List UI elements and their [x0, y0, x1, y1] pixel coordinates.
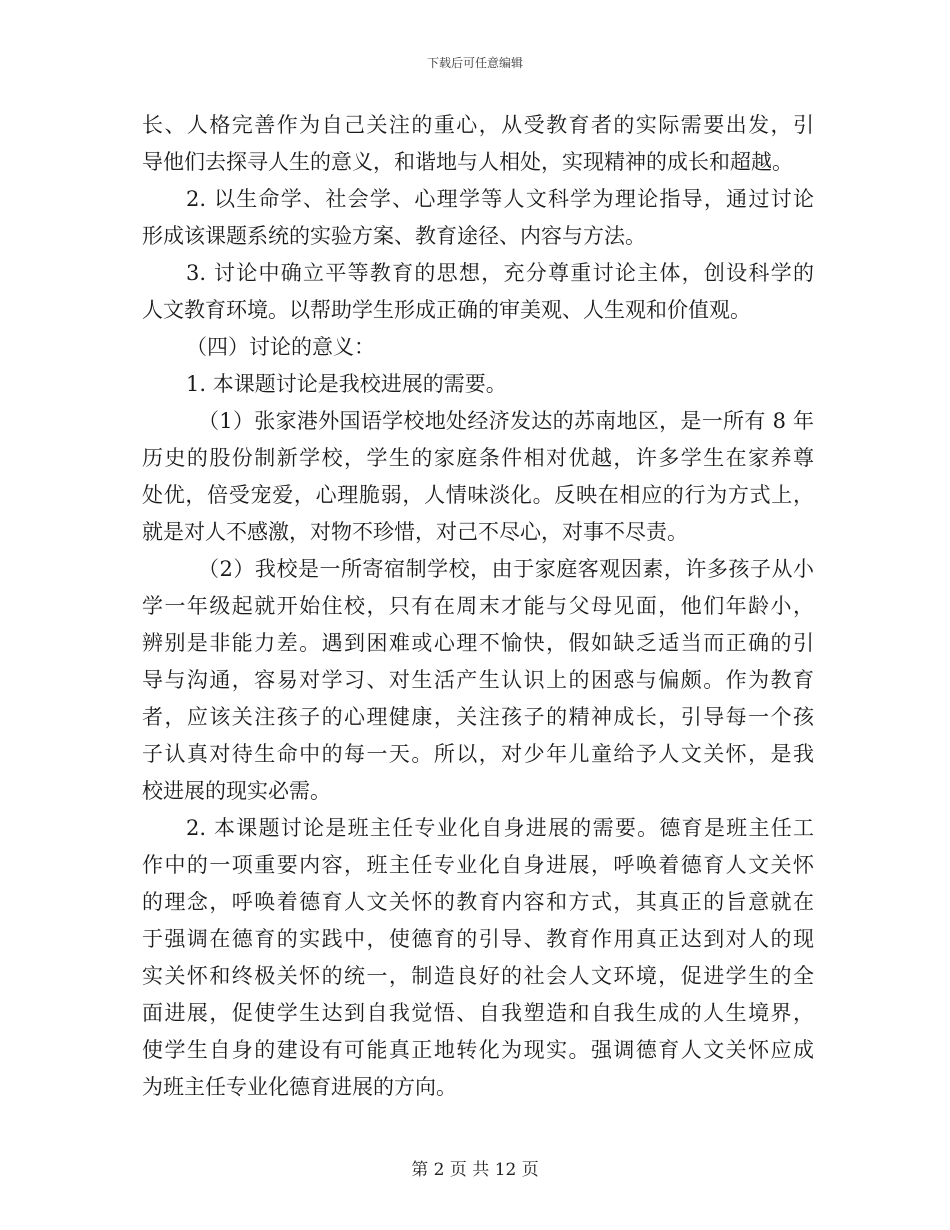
text-line: 学一年级起就开始住校，只有在周末才能与父母见面，他们年龄小， [142, 594, 814, 618]
text-line: 子认真对待生命中的每一天。所以，对少年儿童给予人文关怀，是我 [142, 742, 814, 766]
text-line: 为班主任专业化德育进展的方向。 [142, 1075, 457, 1099]
text-line: 的理念，呼唤着德育人文关怀的教育内容和方式，其真正的旨意就在 [142, 890, 814, 914]
page-header: 下载后可任意编辑 [426, 56, 523, 70]
text-line: 2. 以生命学、社会学、心理学等人文科学为理论指导，通过讨论 [186, 187, 814, 211]
text-line: 形成该课题系统的实验方案、教育途径、内容与方法。 [142, 224, 646, 248]
text-line: 使学生自身的建设有可能真正地转化为现实。强调德育人文关怀应成 [142, 1038, 814, 1062]
text-line: 人文教育环境。以帮助学生形成正确的审美观、人生观和价值观。 [142, 298, 751, 322]
page-number: 第 2 页 共 12 页 [411, 1160, 539, 1180]
document-body [142, 107, 814, 1106]
text-line: 作中的一项重要内容，班主任专业化自身进展，呼唤着德育人文关怀 [142, 853, 814, 877]
text-line: 导他们去探寻人生的意义，和谐地与人相处，实现精神的成长和超越。 [142, 150, 793, 174]
text-line: 面进展，促使学生达到自我觉悟、自我塑造和自我生成的人生境界， [142, 1001, 814, 1025]
text-line: 导与沟通，容易对学习、对生活产生认识上的困惑与偏颇。作为教育 [142, 668, 814, 692]
text-line: 者，应该关注孩子的心理健康，关注孩子的精神成长，引导每一个孩 [142, 705, 814, 729]
text-line: 实关怀和终极关怀的统一，制造良好的社会人文环境，促进学生的全 [142, 964, 814, 988]
text-line: （1）张家港外国语学校地处经济发达的苏南地区，是一所有 8 年 [198, 409, 814, 433]
text-line: 长、人格完善作为自己关注的重心，从受教育者的实际需要出发，引 [142, 113, 814, 137]
section-heading: （四）讨论的意义： [186, 335, 375, 359]
text-line: 就是对人不感激，对物不珍惜，对己不尽心，对事不尽责。 [142, 520, 688, 544]
text-line: 历史的股份制新学校，学生的家庭条件相对优越，许多学生在家养尊 [142, 446, 814, 470]
text-line: 处优，倍受宠爱，心理脆弱，人情味淡化。反映在相应的行为方式上， [142, 483, 814, 507]
text-line: 于强调在德育的实践中，使德育的引导、教育作用真正达到对人的现 [142, 927, 814, 951]
text-line: （2）我校是一所寄宿制学校，由于家庭客观因素，许多孩子从小 [198, 557, 814, 581]
text-line: 辨别是非能力差。遇到困难或心理不愉快，假如缺乏适当而正确的引 [142, 631, 814, 655]
text-line: 1. 本课题讨论是我校进展的需要。 [186, 372, 507, 396]
text-line: 3. 讨论中确立平等教育的思想，充分尊重讨论主体，创设科学的 [186, 261, 814, 285]
text-line: 校进展的现实必需。 [142, 779, 331, 803]
text-line: 2. 本课题讨论是班主任专业化自身进展的需要。德育是班主任工 [186, 816, 814, 840]
